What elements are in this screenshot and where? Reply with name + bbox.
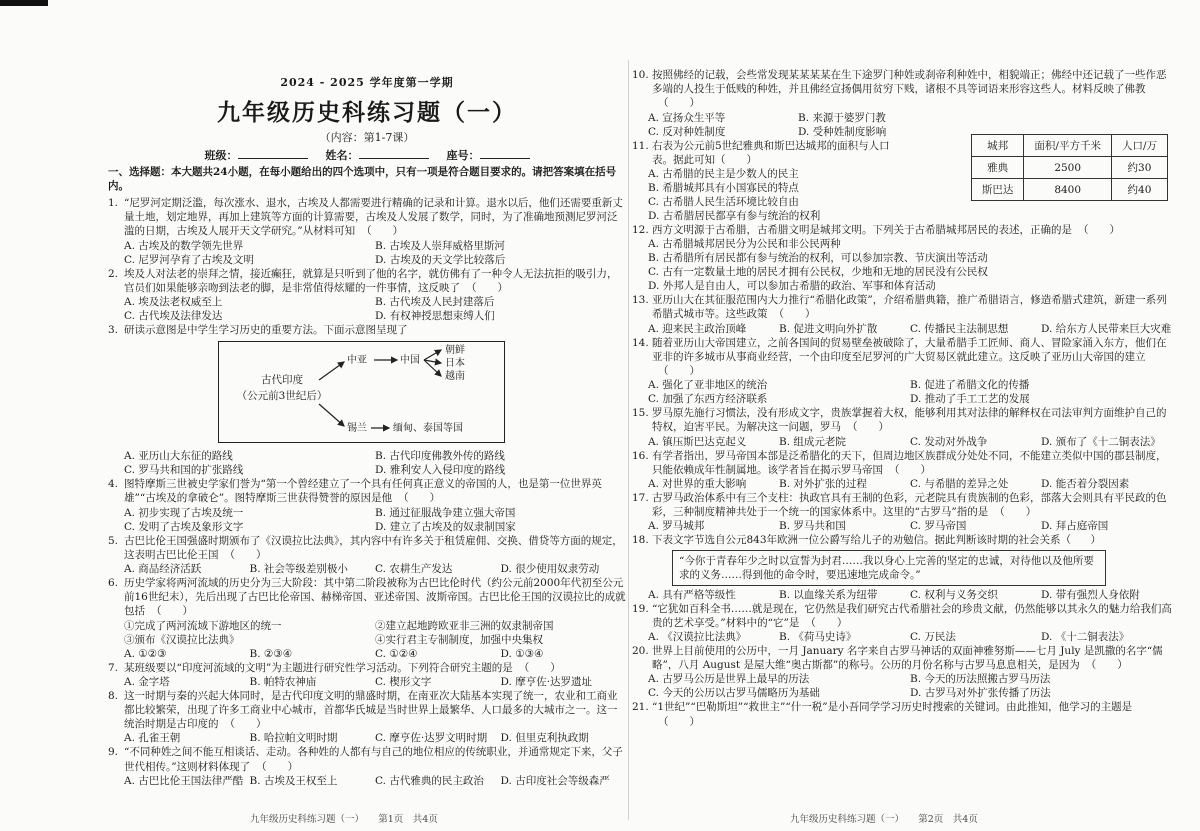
option: B. 古代埃及人民封建落后	[375, 296, 495, 309]
question-18: 18. 下表文字节选自公元843年欧洲一位公爵写给儿子的劝勉信。据此判断该时期的社会关系（ ） “今你于青春年少之时以宣誓为封君……我以身心上完善的坚定的忠诚，对待他以及他所要求的义务……得到他的命令时，要迅速地完成命令。” A. 具有严格等级性 B. 以血缘关系为纽带 C. 权利与义务交织 D. 带有强烈人身依附	[632, 533, 1172, 601]
option: A. 金字塔	[124, 675, 170, 688]
option: D. 能否着分裂因素	[1041, 478, 1130, 491]
answer-paren[interactable]: （ ）	[658, 715, 700, 728]
statement: ②建立起地跨欧亚非三洲的奴隶制帝国	[375, 619, 554, 632]
option: B. 古埃及人崇拜威格里斯河	[375, 239, 505, 252]
answer-paren[interactable]: （ ）	[518, 661, 561, 674]
option: B. 促进文明向外扩散	[779, 322, 878, 335]
answer-paren[interactable]: （ ）	[1085, 659, 1128, 672]
answer-paren[interactable]: （ ）	[994, 506, 1037, 519]
option: D. 有权神授思想束缚人们	[375, 310, 495, 323]
question-5: 5. 古巴比伦王国强盛时期颁布了《汉谟拉比法典》，其内容中有许多关于租赁雇佣、交换、借贷等方面的规定，这表明古巴比伦王国 （ ） A. 商品经济活跃 B. 社会等级差别极小 C. 农耕生产发达 D. 很少使用奴隶劳动	[108, 534, 626, 576]
option: A. 古罗马公历是世界上最早的历法	[648, 673, 810, 686]
option: C. ①②④	[375, 647, 418, 660]
answer-paren[interactable]: （ ）	[224, 718, 267, 731]
option: A. 商品经济活跃	[124, 563, 202, 576]
statement: ④实行君主专制制度，加强中央集权	[375, 633, 543, 646]
answer-paren[interactable]: （ ）	[151, 605, 193, 618]
option: A. 对世界的重大影响	[648, 478, 747, 491]
option: C. 罗马共和国的扩张路线	[124, 464, 244, 477]
option: B. 哈拉帕文明时期	[249, 732, 338, 745]
content-scope: （内容：第1-7课）	[319, 131, 415, 144]
table-row: 斯巴达 8400 约40	[971, 179, 1167, 201]
option: D. 建立了古埃及的奴隶制国家	[375, 520, 516, 533]
question-4: 4. 图特摩斯三世被史学家们誉为“第一个曾经建立了一个具有任何真正意义的帝国的人，也是第一位世界英雄”“古埃及的拿破仑”。图特摩斯三世获得赞誉的原因是他 （ ） A. 初步实现了古埃及统一 B. 通过征服战争建立强大帝国 C. 发明了古埃及象形文字 D. 建立了古埃及的奴隶制国家	[108, 477, 626, 533]
answer-paren[interactable]: （ ）	[658, 97, 700, 110]
question-14: 14. 随着亚历山大帝国建立，之前各国间的贸易壁垒被破除了，大量希腊手工匠师、商人、冒险家涌入东方，他们在亚非的许多城市从事商业经营，一个由印度至尼罗河的广大贸易区就此建立。这反映了亚历山大帝国的建立（ ） A. 强化了亚非地区的统治 B. 促进了希腊文化的传播 C. 加强了东西方经济联系 D. 推动了手工工艺的发展	[632, 336, 1172, 407]
label-korea: 朝鲜	[445, 345, 465, 357]
city-state-table	[971, 134, 1168, 201]
answer-paren[interactable]: （ ）	[466, 281, 508, 294]
option: C. 古希腊人民生活环境比较自由	[648, 196, 799, 209]
question-12: 12. 西方文明源于古希腊，古希腊文明是城邦文明。下列关于古希腊城邦居民的表述，正确的是 （ ） A. 古希腊城邦居民分为公民和非公民两种 B. 古希腊所有居民都有参与统治的权利，可以参加宗教、节庆演出等活动 C. 古有一定数量土地的居民才拥有公民权，少地和无地的居民没有公民权 D. 外邦人是自由人，可以参加古希腊的政治、军事和体育活动	[632, 223, 1172, 293]
table-header: 面积/平方千米	[1024, 135, 1112, 157]
option: D. 《十二铜表法》	[1041, 631, 1130, 644]
route-diagram	[218, 341, 505, 443]
option: B. 对外扩张的过程	[779, 478, 867, 491]
label-vietnam: 越南	[445, 371, 465, 383]
option: C. 摩亨佐·达罗文明时期	[375, 732, 488, 745]
option: B. 古埃及王权至上	[249, 774, 338, 787]
option: A. 孔雀王朝	[124, 732, 181, 745]
option: B. 来源于婆罗门教	[798, 111, 886, 124]
right-page-footer: 九年级历史科练习题（一） 第2页 共4页	[790, 814, 978, 825]
option: C. 农耕生产发达	[375, 563, 453, 576]
option: C. 楔形文字	[375, 675, 432, 688]
answer-paren[interactable]: （ ）	[889, 463, 931, 476]
option: A. 亚历山大东征的路线	[124, 450, 233, 463]
right-page	[632, 68, 1172, 805]
option: D. 古罗马对外扩张传播了历法	[910, 687, 1051, 700]
option: C. 权利与义务交织	[910, 588, 998, 601]
label-ceylon: 锡兰	[347, 423, 367, 435]
option: D. 拜占庭帝国	[1041, 520, 1109, 533]
option: D. 摩亨佐·达罗遗址	[500, 675, 593, 688]
option: D. 古印度社会等级森严	[500, 774, 610, 787]
option: D. 古埃及的天文学比较落后	[375, 253, 506, 266]
section-instructions: 一、选择题：本大题共24小题，在每小题给出的四个选项中，只有一项是符合题目要求的。请把答案填在括号内。	[108, 166, 617, 192]
option: C. 古代雅典的民主政治	[375, 774, 484, 787]
question-15: 15. 罗马原先施行习惯法，没有形成文字，贵族掌握着大权，能够利用其对法律的解释权在司法审判方面维护自己的特权，迫害平民。为解决这一问题，罗马 （ ） A. 镇压斯巴达克起义 B. 组成元老院 C. 发动对外战争 D. 颁布了《十二铜表法》	[632, 406, 1172, 448]
option: A. 古希腊城邦居民分为公民和非公民两种	[648, 238, 841, 251]
option: C. 古代埃及法律发达	[124, 310, 223, 323]
label-central-asia: 中亚	[347, 355, 367, 367]
question-1: 1. “尼罗河定期泛滥，每次涨水、退水，古埃及人都需要进行精确的记录和计算。退水以后，他们还需要重新丈量土地，划定地界，再加上建筑等方面的计算需要，古埃及人发展了数学，同时，为了准确地预测尼罗河泛滥的日期，古埃及人展开天文学研究。”从材料可知 （ ） A. 古埃及的数学领先世界 B. 古埃及人崇拜威格里斯河 C. 尼罗河孕育了古埃及文明 D. 古埃及的天文学比较落后	[108, 196, 626, 267]
quote-box: “今你于青春年少之时以宣誓为封君……我以身心上完善的坚定的忠诚，对待他以及他所要求的义务……得到他的命令时，要迅速地完成命令。”	[672, 550, 1106, 586]
option: A. 强化了亚非地区的统治	[648, 379, 768, 392]
option: C. 罗马帝国	[910, 520, 967, 533]
option: A. 古希腊的民主是少数人的民主	[648, 168, 799, 181]
question-10: 10. 按照佛经的记载，会些常发现某某某某在生下途罗门种姓或刹帝利种姓中，相貌端正；佛经中还记载了一些作恶多端的人投生于低贱的种姓，并且佛经宣扬偶用贫穷下贱，诸根不具等词语来形容这些人。材料反映了佛教（ ） A. 宣扬众生平等 B. 来源于婆罗门教 C. 反对种姓制度 D. 受种姓制度影响	[632, 69, 1167, 138]
statement: ③颁布《汉谟拉比法典》	[124, 633, 240, 646]
diagram-origin: 古代印度 （公元前3世纪后）	[236, 374, 328, 403]
question-11: 11. 右表为公元前5世纪雅典和斯巴达城邦的面积与人口表。据此可知（ ） A. 古希腊的民主是少数人的民主 B. 希腊城邦具有小国寡民的特点 C. 古希腊人民生活环境比较自由 D. 古希腊居民都享有参与统治的权利	[632, 139, 892, 223]
answer-paren[interactable]: （ ）	[715, 153, 757, 166]
option: A. 古埃及的数学领先世界	[124, 239, 244, 252]
option: D. 古希腊居民都享有参与统治的权利	[648, 210, 821, 223]
option: A. 镇压斯巴达克起义	[648, 435, 747, 448]
option: D. 雅利安人入侵印度的路线	[375, 464, 506, 477]
answer-paren[interactable]: （ ）	[256, 760, 299, 773]
option: D. 外邦人是自由人，可以参加古希腊的政治、军事和体育活动	[648, 280, 936, 293]
left-page-footer: 九年级历史科练习题（一） 第1页 共4页	[250, 814, 438, 825]
option: C. 发动对外战争	[910, 435, 988, 448]
option: B. 促进了希腊文化的传播	[910, 379, 1030, 392]
option: C. 加强了东西方经济联系	[648, 393, 768, 406]
option: C. 今天的公历以古罗马儒略历为基础	[648, 687, 820, 700]
table-header: 人口/万	[1111, 135, 1167, 157]
label-japan: 日本	[445, 358, 465, 370]
student-info-fields	[108, 147, 626, 163]
question-13: 13. 亚历山大在其征服范围内大力推行“希腊化政策”，介绍希腊典籍，推广希腊语言，修造希腊式建筑，新建一系列希腊式城市等。这些政策 （ ） A. 迎来民主政治顶峰 B. 促进文明向外扩散 C. 传播民主法制思想 D. 给东方人民带来巨大灾难	[632, 294, 1172, 335]
option: B. ②③④	[249, 647, 293, 660]
page-divider	[628, 60, 629, 820]
table-header: 城邦	[971, 135, 1024, 157]
option: B. 以血缘关系为纽带	[779, 588, 878, 601]
option: B. 组成元老院	[779, 435, 846, 448]
option: D. 受种姓制度影响	[798, 125, 887, 138]
answer-paren[interactable]: （ ）	[224, 548, 267, 561]
scan-corner-mark	[0, 0, 48, 6]
option: A. ①②③	[124, 647, 167, 660]
answer-paren[interactable]: （ ）	[398, 492, 441, 505]
left-page	[108, 72, 626, 805]
option: C. 古有一定数量土地的居民才拥有公民权，少地和无地的居民没有公民权	[648, 266, 988, 279]
option: A. 具有严格等级性	[648, 588, 736, 601]
option: A. 迎来民主政治顶峰	[648, 322, 747, 335]
option: C. 尼罗河孕育了古埃及文明	[124, 253, 254, 266]
option: D. 但里克利执政期	[500, 732, 589, 745]
name-field[interactable]: 姓名：	[326, 147, 429, 163]
option: D. 给东方人民带来巨大灾难	[1041, 322, 1172, 335]
question-8: 8. 这一时期与秦的兴起大体同时，是古代印度文明的鼎盛时期，在南亚次大陆基本实现了统一，农业和工商业都比较繁荣，出现了许多工商业中心城市，首都华氏城是当时世界上最繁华、人口最多的大城市之一。这一统治时期是古印度的 （ ） A. 孔雀王朝 B. 哈拉帕文明时期 C. 摩亨佐·达罗文明时期 D. 但里克利执政期	[108, 689, 626, 746]
option: B. 罗马共和国	[779, 520, 846, 533]
question-19: 19. “它犹如百科全书……就是现在，它仍然是我们研究古代希腊社会的珍贵文献，仍然能够以其永久的魅力给我们高贵的艺术享受。”材料中的“它”是 （ ） A. 《汉谟拉比法典》 B. 《荷马史诗》 C. 万民法 D. 《十二铜表法》	[632, 602, 1172, 644]
question-16: 16. 有学者指出，罗马帝国本部是泛希腊化的天下，但周边地区族群成分处处不同，不能建立类似中国的郡县制度，只能依赖成年性制属地。该学者旨在揭示罗马帝国 （ ） A. 对世界的重大影响 B. 对外扩张的过程 C. 与希腊的差异之处 D. 能否着分裂因素	[632, 449, 1172, 491]
question-9: 9. “不同种姓之间不能互相谈话、走动。各种姓的人都有与自己的地位相应的传统职业，并通常规定下来，父子世代相传。”这则材料体现了 （ ） A. 古巴比伦王国法律严酷 B. 古埃及王权至上 C. 古代雅典的民主政治 D. 古印度社会等级森严	[108, 745, 626, 787]
question-2: 2. 埃及人对法老的崇拜之情，接近癫狂，就算是只听到了他的名字，就仿佛有了一种令人无法抗拒的吸引力，官员们如果能够亲吻到法老的脚，是非常值得炫耀的一件事情，这反映了 （ ） A. 埃及法老权威至上 B. 古代埃及人民封建落后 C. 古代埃及法律发达 D. 有权神授思想束缚人们	[108, 267, 626, 323]
option: D. ①③④	[500, 647, 544, 660]
option: D. 带有强烈人身依附	[1041, 588, 1140, 601]
question-17: 17. 古罗马政治体系中有三个支柱：执政官具有王制的色彩，元老院具有贵族制的色彩，部落大会则具有平民政的色彩，三种制度精神共处于一个统一的国家体系中。这里的“古罗马”指的是 （ ） A. 罗马城邦 B. 罗马共和国 C. 罗马帝国 D. 拜占庭帝国	[632, 491, 1172, 533]
option: B. 帕特农神庙	[249, 675, 317, 688]
question-3: 3. 研读示意图是中学生学习历史的重要方法。下面示意图呈现了 古代印度 （公元前3世纪后） 中亚 中国 朝鲜 日本 越南 锡兰 缅甸、泰国等国 A. 亚历山大东征的路线 B. 古代印度佛教外传的路线 C. 罗马共和国的扩张路线 D. 雅利安人入侵印度的路线	[108, 323, 626, 477]
option: C. 万民法	[910, 631, 956, 644]
answer-paren[interactable]: （ ）	[658, 365, 700, 378]
question-6: 6. 历史学家将两河流域的历史分为三大阶段：其中第二阶段被称为古巴比伦时代（约公元前2000年代初至公元前16世纪末），先后出现了古巴比伦帝国、赫梯帝国、亚述帝国、波斯帝国。古巴比伦王国的汉谟拉比的成就包括 （ ） ①完成了两河流域下游地区的统一 ②建立起地跨欧亚非三洲的奴隶制帝国 ③颁布《汉谟拉比法典》 ④实行君主专制制度，加强中央集权 A. ①②③ B. ②③④ C. ①②④ D. ①③④	[108, 577, 626, 660]
answer-paren[interactable]: （ ）	[1078, 224, 1120, 237]
option: D. 颁布了《十二铜表法》	[1041, 435, 1161, 448]
option: D. 很少使用奴隶劳动	[500, 563, 600, 576]
seat-field[interactable]: 座号：	[447, 147, 530, 163]
label-china: 中国	[400, 355, 420, 367]
question-21: 21. “1世纪”“巴勒斯坦”“救世主”“什一税”是小吾同学学习历史时搜索的关键词。由此推知，他学习的主题是（ ）	[632, 701, 1133, 728]
option: C. 发明了古埃及象形文字	[124, 520, 244, 533]
option: B. 今天的历法照搬古罗马历法	[910, 673, 1051, 686]
option: A. 罗马城邦	[648, 520, 705, 533]
option: A. 埃及法老权威至上	[124, 296, 223, 309]
term-heading: 2024 - 2025 学年度第一学期	[280, 76, 454, 89]
answer-paren[interactable]: （ ）	[805, 616, 848, 629]
answer-paren[interactable]: ）	[1090, 534, 1102, 547]
option: D. 推动了手工工艺的发展	[910, 393, 1030, 406]
option: B. 社会等级差别极小	[249, 563, 348, 576]
option: B. 希腊城邦具有小国寡民的特点	[648, 182, 799, 195]
question-20: 20. 世界上目前使用的公历中，一月 January 名字来自古罗马神话的双面神雅努斯——七月 July 是凯撒的名字“儒略”，八月 August 是屋大维“奥古斯都”的称号。公历的月份名称与古罗马息息相关，是因为 （ ） A. 古罗马公历是世界上最早的历法 B. 今天的历法照搬古罗马历法 C. 今天的公历以古罗马儒略历为基础 D. 古罗马对外扩张传播了历法	[632, 644, 1172, 700]
statement: ①完成了两河流域下游地区的统一	[124, 619, 282, 632]
class-field[interactable]: 班级：	[205, 147, 308, 163]
label-myanmar-thailand: 缅甸、泰国等国	[393, 423, 463, 435]
option: C. 与希腊的差异之处	[910, 478, 1009, 491]
option: B. 古代印度佛教外传的路线	[375, 450, 505, 463]
option: A. 《汉谟拉比法典》	[648, 631, 747, 644]
option: B. 《荷马史诗》	[779, 631, 857, 644]
option: B. 古希腊所有居民都有参与统治的权利，可以参加宗教、节庆演出等活动	[648, 252, 988, 265]
page-title: 九年级历史科练习题（一）	[217, 99, 517, 126]
option: A. 宣扬众生平等	[648, 111, 726, 124]
option: C. 反对种姓制度	[648, 125, 726, 138]
answer-paren[interactable]: （ ）	[773, 308, 816, 321]
table-row: 雅典 2500 约30	[971, 157, 1167, 179]
question-7: 7. 某班级要以“印度河流域的文明”为主题进行研究性学习活动。下列符合研究主题的是 （ ） A. 金字塔 B. 帕特农神庙 C. 楔形文字 D. 摩亨佐·达罗遗址	[108, 661, 626, 689]
option: A. 初步实现了古埃及统一	[124, 506, 244, 519]
option: B. 通过征服战争建立强大帝国	[375, 506, 516, 519]
option: C. 传播民主法制思想	[910, 322, 1009, 335]
answer-paren[interactable]: （ ）	[847, 421, 889, 434]
option: A. 古巴比伦王国法律严酷	[124, 774, 244, 787]
answer-paren[interactable]: （ ）	[361, 225, 404, 238]
